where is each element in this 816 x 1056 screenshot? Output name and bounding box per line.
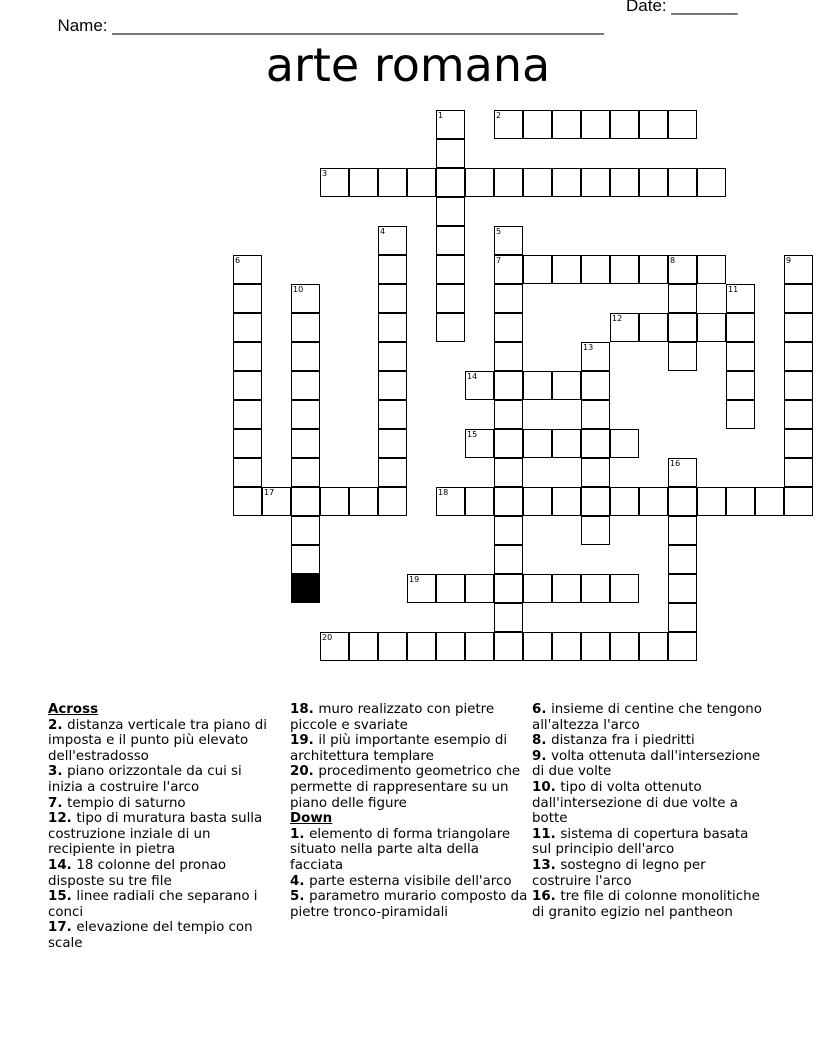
grid-cell[interactable] [407, 574, 436, 603]
clue-number: 14 [467, 372, 478, 381]
grid-cell[interactable] [726, 371, 755, 400]
grid-cell[interactable] [581, 255, 610, 284]
grid-cell[interactable] [784, 487, 813, 516]
clue-item-text: il più importante esempio di architettura templare [290, 733, 508, 764]
grid-cell[interactable] [465, 632, 494, 661]
grid-cell[interactable] [407, 632, 436, 661]
grid-cell[interactable] [726, 487, 755, 516]
grid-cell[interactable] [378, 458, 407, 487]
clue-item [532, 733, 764, 749]
grid-cell[interactable] [436, 255, 465, 284]
grid-cell[interactable] [610, 168, 639, 197]
grid-cell[interactable] [465, 487, 494, 516]
clue-item [532, 780, 764, 827]
grid-cell[interactable] [639, 168, 668, 197]
grid-cell[interactable] [523, 487, 552, 516]
grid-cell[interactable] [378, 487, 407, 516]
clue-number: 5 [496, 227, 502, 236]
clue-item-number: 19. [290, 733, 319, 749]
grid-cell[interactable] [378, 400, 407, 429]
grid-cell[interactable] [233, 255, 262, 284]
grid-cell[interactable] [436, 574, 465, 603]
clue-item-number: 1. [290, 826, 310, 842]
grid-cell[interactable] [494, 110, 523, 139]
clue-number: 16 [670, 459, 681, 468]
clue-item [290, 733, 528, 764]
grid-cell[interactable] [552, 168, 581, 197]
grid-cell[interactable] [581, 429, 610, 458]
grid-cell[interactable] [233, 371, 262, 400]
clue-item-number: 9. [532, 748, 552, 764]
grid-cell[interactable] [523, 168, 552, 197]
grid-cell[interactable] [668, 603, 697, 632]
grid-cell[interactable] [494, 603, 523, 632]
grid-cell[interactable] [436, 313, 465, 342]
clue-item-text: volta ottenuta dall'intersezione di due volte [532, 748, 761, 780]
grid-cell[interactable] [291, 313, 320, 342]
grid-block [291, 574, 320, 603]
clue-item [48, 920, 280, 951]
clues-column-1 [48, 702, 280, 952]
grid-cell[interactable] [697, 487, 726, 516]
grid-cell[interactable] [378, 429, 407, 458]
clue-number: 6 [235, 256, 241, 265]
clue-item-text: sostegno di legno per costruire l'arco [532, 857, 706, 889]
grid-cell[interactable] [494, 168, 523, 197]
clue-item-text: tre file di colonne monolitiche di granito egizio nel pantheon [532, 889, 760, 920]
grid-cell[interactable] [494, 632, 523, 661]
grid-cell[interactable] [465, 371, 494, 400]
grid-cell[interactable] [697, 168, 726, 197]
grid-cell[interactable] [436, 226, 465, 255]
clue-item-text: piano orizzontale da cui si inizia a costruire l'arco [48, 764, 242, 795]
grid-cell[interactable] [581, 574, 610, 603]
grid-cell[interactable] [233, 400, 262, 429]
grid-cell[interactable] [465, 429, 494, 458]
grid-cell[interactable] [523, 632, 552, 661]
grid-cell[interactable] [552, 371, 581, 400]
clue-item [290, 889, 528, 920]
clue-number: 7 [496, 256, 502, 265]
clue-item [290, 764, 528, 811]
grid-cell[interactable] [494, 371, 523, 400]
grid-cell[interactable] [233, 284, 262, 313]
grid-cell[interactable] [378, 168, 407, 197]
grid-cell[interactable] [494, 400, 523, 429]
grid-cell[interactable] [726, 400, 755, 429]
grid-cell[interactable] [291, 429, 320, 458]
clue-number: 13 [583, 343, 594, 352]
clue-item [290, 827, 528, 874]
grid-cell[interactable] [668, 545, 697, 574]
clue-item [532, 858, 764, 889]
clue-item-number: 16. [532, 889, 561, 905]
grid-cell[interactable] [581, 632, 610, 661]
clue-item-text: distanza verticale tra piano di imposta e il punto più elevato dell'estradosso [48, 717, 267, 764]
grid-cell[interactable] [378, 226, 407, 255]
grid-cell[interactable] [494, 429, 523, 458]
grid-cell[interactable] [726, 284, 755, 313]
date-field[interactable]: Date: _______ [626, 0, 738, 15]
grid-cell[interactable] [697, 255, 726, 284]
grid-cell[interactable] [668, 458, 697, 487]
grid-cell[interactable] [233, 313, 262, 342]
clue-item-number: 8. [532, 733, 552, 749]
grid-cell[interactable] [668, 632, 697, 661]
grid-cell[interactable] [784, 458, 813, 487]
grid-cell[interactable] [494, 487, 523, 516]
clue-item-number: 5. [290, 889, 310, 905]
clue-heading: Down [290, 811, 333, 827]
grid-cell[interactable] [523, 255, 552, 284]
clues-column-2 [290, 702, 528, 920]
clue-number: 19 [409, 575, 420, 584]
grid-cell[interactable] [784, 400, 813, 429]
clue-item [532, 889, 764, 920]
grid-cell[interactable] [726, 313, 755, 342]
clue-number: 3 [322, 169, 328, 178]
grid-cell[interactable] [291, 284, 320, 313]
clue-item-text: elevazione del tempio con scale [48, 920, 253, 951]
grid-cell[interactable] [494, 255, 523, 284]
grid-cell[interactable] [233, 487, 262, 516]
grid-cell[interactable] [291, 342, 320, 371]
clue-item-number: 7. [48, 795, 68, 811]
clue-item-text: parte esterna visibile dell'arco [309, 873, 512, 889]
grid-cell[interactable] [610, 574, 639, 603]
grid-cell[interactable] [465, 574, 494, 603]
clue-number: 12 [612, 314, 623, 323]
clue-number: 15 [467, 430, 478, 439]
grid-cell[interactable] [494, 574, 523, 603]
grid-cell[interactable] [581, 371, 610, 400]
grid-cell[interactable] [320, 168, 349, 197]
grid-cell[interactable] [610, 110, 639, 139]
grid-cell[interactable] [494, 516, 523, 545]
clue-number: 10 [293, 285, 304, 294]
grid-cell[interactable] [784, 255, 813, 284]
grid-cell[interactable] [784, 429, 813, 458]
grid-cell[interactable] [378, 313, 407, 342]
grid-cell[interactable] [494, 458, 523, 487]
grid-cell[interactable] [581, 458, 610, 487]
grid-cell[interactable] [407, 168, 436, 197]
grid-cell[interactable] [378, 371, 407, 400]
grid-cell[interactable] [610, 632, 639, 661]
clue-heading: Across [48, 702, 99, 717]
clue-item [532, 749, 764, 780]
grid-cell[interactable] [639, 632, 668, 661]
grid-cell[interactable] [291, 487, 320, 516]
clue-number: 9 [786, 256, 792, 265]
grid-cell[interactable] [581, 516, 610, 545]
grid-cell[interactable] [552, 255, 581, 284]
grid-cell[interactable] [436, 168, 465, 197]
clue-item-text: insieme di centine che tengono all'altezza l'arco [532, 702, 762, 733]
grid-cell[interactable] [552, 110, 581, 139]
clue-item-number: 17. [48, 920, 77, 936]
grid-cell[interactable] [523, 371, 552, 400]
clue-item-number: 14. [48, 857, 77, 873]
grid-cell[interactable] [784, 342, 813, 371]
grid-cell[interactable] [465, 168, 494, 197]
clue-item [290, 874, 528, 890]
grid-cell[interactable] [755, 487, 784, 516]
grid-cell[interactable] [436, 139, 465, 168]
grid-cell[interactable] [639, 110, 668, 139]
grid-cell[interactable] [494, 284, 523, 313]
name-field[interactable]: Name: ____________________________________________________ [57, 16, 604, 35]
grid-cell[interactable] [610, 429, 639, 458]
grid-cell[interactable] [784, 313, 813, 342]
grid-cell[interactable] [523, 429, 552, 458]
puzzle-title: arte romana [265, 38, 551, 92]
grid-cell[interactable] [291, 545, 320, 574]
clue-number: 17 [264, 488, 275, 497]
clue-item [48, 796, 280, 812]
clue-item-number: 2. [48, 717, 68, 733]
grid-cell[interactable] [436, 487, 465, 516]
grid-cell[interactable] [697, 313, 726, 342]
grid-cell[interactable] [610, 255, 639, 284]
clues-column-3 [532, 702, 764, 920]
grid-cell[interactable] [668, 110, 697, 139]
grid-cell[interactable] [320, 632, 349, 661]
grid-cell[interactable] [784, 284, 813, 313]
clue-item [532, 827, 764, 858]
grid-cell[interactable] [668, 313, 697, 342]
grid-cell[interactable] [291, 371, 320, 400]
grid-cell[interactable] [494, 226, 523, 255]
grid-cell[interactable] [233, 342, 262, 371]
grid-cell[interactable] [581, 487, 610, 516]
clue-item-number: 13. [532, 857, 561, 873]
clue-item-number: 11. [532, 826, 561, 842]
grid-cell[interactable] [581, 400, 610, 429]
grid-cell[interactable] [552, 574, 581, 603]
clue-item-text: tipo di volta ottenuto dall'intersezione di due volte a botte [532, 779, 738, 827]
clue-item-number: 6. [532, 702, 552, 717]
clue-item [48, 718, 280, 765]
clue-item-text: linee radiali che separano i conci [48, 889, 258, 920]
grid-cell[interactable] [320, 487, 349, 516]
grid-cell[interactable] [552, 632, 581, 661]
clue-number: 2 [496, 111, 502, 120]
grid-cell[interactable] [581, 110, 610, 139]
grid-cell[interactable] [581, 168, 610, 197]
grid-cell[interactable] [639, 487, 668, 516]
clue-item-number: 4. [290, 873, 310, 889]
grid-cell[interactable] [291, 400, 320, 429]
grid-cell[interactable] [349, 168, 378, 197]
grid-cell[interactable] [668, 342, 697, 371]
clue-number: 20 [322, 633, 333, 642]
grid-cell[interactable] [494, 342, 523, 371]
clue-item [48, 764, 280, 795]
grid-cell[interactable] [262, 487, 291, 516]
clue-item-number: 15. [48, 889, 77, 905]
clue-item [48, 811, 280, 858]
clue-item-text: 18 colonne del pronao disposte su tre file [48, 857, 227, 889]
clue-item-text: parametro murario composto da pietre tronco-piramidali [290, 889, 528, 920]
grid-cell[interactable] [436, 284, 465, 313]
grid-cell[interactable] [233, 429, 262, 458]
grid-cell[interactable] [610, 487, 639, 516]
clue-item [48, 858, 280, 889]
grid-cell[interactable] [668, 255, 697, 284]
grid-cell[interactable] [668, 574, 697, 603]
grid-cell[interactable] [494, 545, 523, 574]
clue-item-number: 18. [290, 702, 319, 717]
grid-cell[interactable] [349, 487, 378, 516]
grid-cell[interactable] [552, 487, 581, 516]
grid-cell[interactable] [668, 284, 697, 313]
grid-cell[interactable] [668, 168, 697, 197]
clue-item-text: sistema di copertura basata sul principio dell'arco [532, 826, 749, 858]
grid-cell[interactable] [494, 313, 523, 342]
grid-cell[interactable] [610, 313, 639, 342]
clue-number: 18 [438, 488, 449, 497]
grid-cell[interactable] [523, 110, 552, 139]
clue-item-number: 20. [290, 764, 319, 780]
clue-item-text: tempio di saturno [67, 795, 186, 811]
clue-item-text: procedimento geometrico che permette di rappresentare su un piano delle figure [290, 764, 521, 811]
clue-number: 11 [728, 285, 739, 294]
grid-cell[interactable] [291, 516, 320, 545]
grid-cell[interactable] [726, 342, 755, 371]
clue-number: 8 [670, 256, 676, 265]
clue-item [290, 702, 528, 733]
grid-cell[interactable] [349, 632, 378, 661]
grid-cell[interactable] [378, 255, 407, 284]
grid-cell[interactable] [552, 429, 581, 458]
grid-cell[interactable] [668, 487, 697, 516]
clue-item-text: tipo di muratura basta sulla costruzione inziale di un recipiente in pietra [48, 811, 263, 858]
clue-number: 4 [380, 227, 386, 236]
grid-cell[interactable] [378, 284, 407, 313]
grid-cell[interactable] [523, 574, 552, 603]
grid-cell[interactable] [639, 255, 668, 284]
clue-item-number: 10. [532, 779, 561, 795]
grid-cell[interactable] [581, 342, 610, 371]
clue-item-number: 3. [48, 764, 68, 780]
grid-cell[interactable] [436, 632, 465, 661]
grid-cell[interactable] [436, 110, 465, 139]
clue-item [532, 702, 764, 733]
grid-cell[interactable] [668, 516, 697, 545]
grid-cell[interactable] [378, 342, 407, 371]
grid-cell[interactable] [378, 632, 407, 661]
grid-cell[interactable] [784, 371, 813, 400]
clue-item-text: muro realizzato con pietre piccole e svariate [290, 702, 495, 733]
clue-item-number: 12. [48, 811, 77, 827]
clue-number: 1 [438, 111, 444, 120]
clue-item [48, 889, 280, 920]
grid-cell[interactable] [436, 197, 465, 226]
grid-cell[interactable] [233, 458, 262, 487]
grid-cell[interactable] [639, 313, 668, 342]
clue-item-text: distanza fra i piedritti [551, 733, 695, 749]
clue-item-text: elemento di forma triangolare situato nella parte alta della facciata [290, 826, 511, 873]
grid-cell[interactable] [291, 458, 320, 487]
